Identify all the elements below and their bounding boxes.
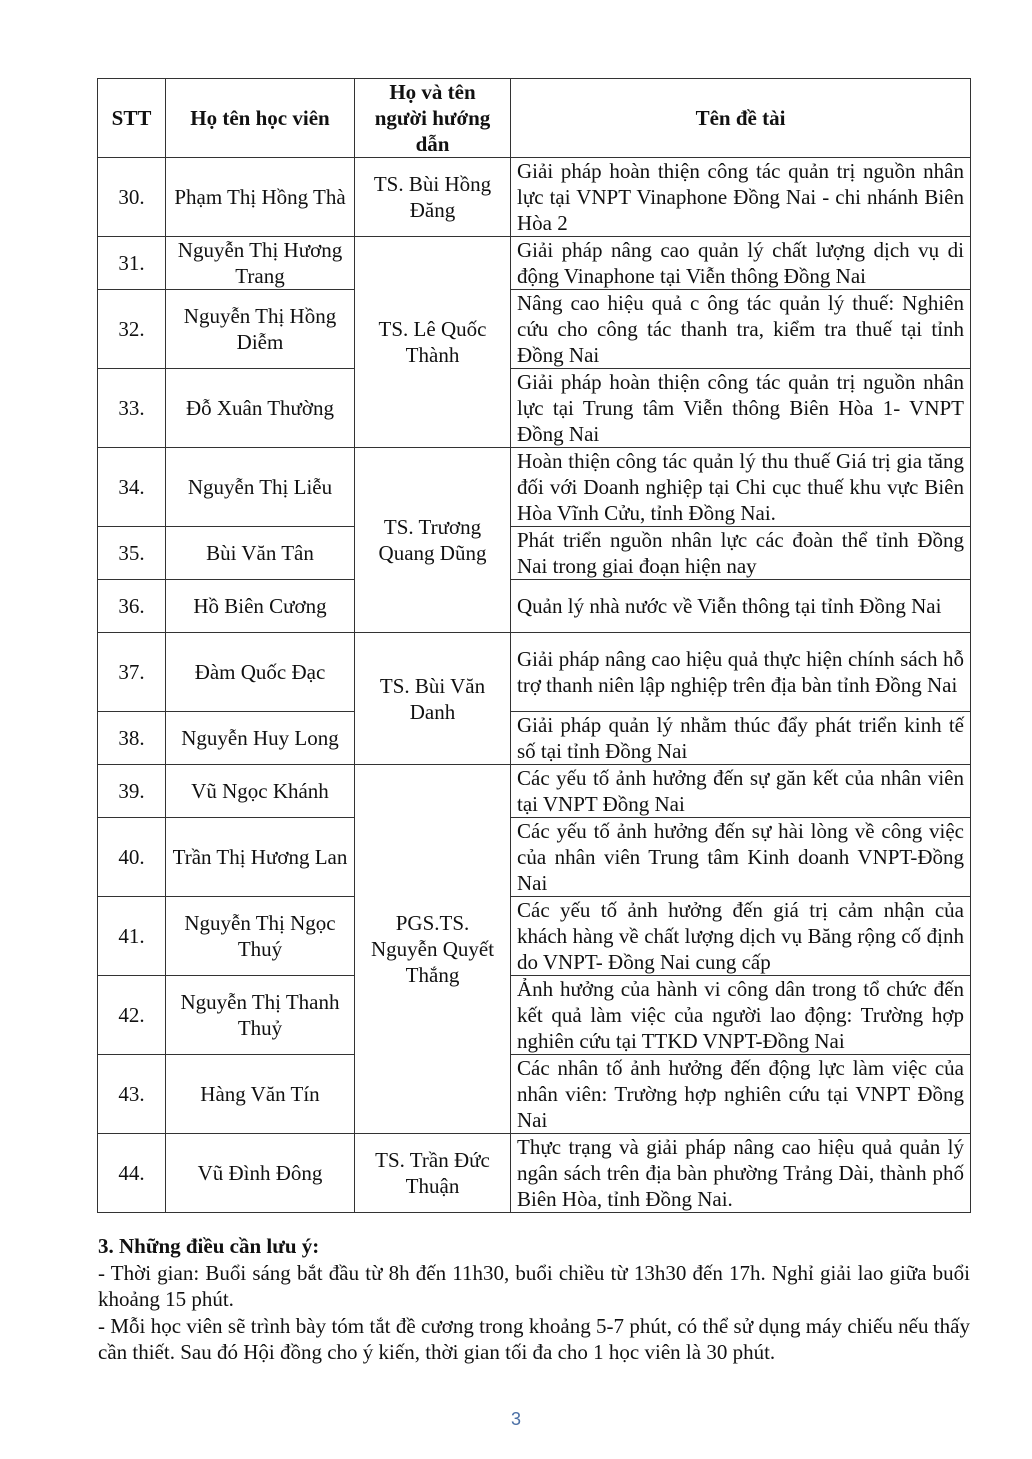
table-row: [98, 1055, 971, 1134]
row-stt: 37.: [98, 633, 166, 712]
row-topic: Thực trạng và giải pháp nâng cao hiệu quả quản lý ngân sách trên địa bàn phường Trảng Dài, thành phố Biên Hòa, tỉnh Đồng Nai.: [511, 1134, 971, 1213]
row-advisor: PGS.TS. Nguyễn Quyết Thắng: [355, 765, 511, 1134]
row-stt: 39.: [98, 765, 166, 818]
row-student: Nguyễn Thị Hồng Diễm: [166, 290, 355, 369]
row-topic: Các yếu tố ảnh hưởng đến sự hài lòng về công việc của nhân viên Trung tâm Kinh doanh VNPT-Đồng Nai: [511, 818, 971, 897]
table-row: [98, 818, 971, 897]
row-topic: Nâng cao hiệu quả c ông tác quản lý thuế: Nghiên cứu cho công tác thanh tra, kiểm tra thuế tại tỉnh Đồng Nai: [511, 290, 971, 369]
table-row: [98, 527, 971, 580]
row-topic: Các yếu tố ảnh hưởng đến sự găn kết của nhân viên tại VNPT Đồng Nai: [511, 765, 971, 818]
row-student: Bùi Văn Tân: [166, 527, 355, 580]
header-student: Họ tên học viên: [166, 79, 355, 158]
row-stt: 36.: [98, 580, 166, 633]
row-stt: 44.: [98, 1134, 166, 1213]
row-stt: 34.: [98, 448, 166, 527]
row-advisor: TS. Trần Đức Thuận: [355, 1134, 511, 1213]
row-topic: Phát triển nguồn nhân lực các đoàn thể tỉnh Đồng Nai trong giai đoạn hiện nay: [511, 527, 971, 580]
row-topic: Ảnh hưởng của hành vi công dân trong tổ chức đến kết quả làm việc của người lao động: Trường hợp nghiên cứu tại TTKD VNPT-Đồng Nai: [511, 976, 971, 1055]
row-student: Nguyễn Thị Liễu: [166, 448, 355, 527]
row-student: Nguyễn Thị Thanh Thuỷ: [166, 976, 355, 1055]
row-stt: 38.: [98, 712, 166, 765]
row-topic: Giải pháp nâng cao hiệu quả thực hiện chính sách hỗ trợ thanh niên lập nghiệp trên địa bàn tỉnh Đồng Nai: [511, 633, 971, 712]
notes-section: [98, 1233, 970, 1366]
header-stt: STT: [98, 79, 166, 158]
page-number: 3: [510, 1409, 521, 1429]
row-student: Nguyễn Huy Long: [166, 712, 355, 765]
row-stt: 33.: [98, 369, 166, 448]
row-advisor: TS. Trương Quang Dũng: [355, 448, 511, 633]
row-topic: Giải pháp hoàn thiện công tác quản trị nguồn nhân lực tại VNPT Vinaphone Đồng Nai - chi nhánh Biên Hòa 2: [511, 158, 971, 237]
row-advisor: TS. Lê Quốc Thành: [355, 237, 511, 448]
header-advisor: Họ và tên người hướng dẫn: [355, 79, 511, 158]
row-student: Đỗ Xuân Thường: [166, 369, 355, 448]
table-row: [98, 580, 971, 633]
row-topic: Giải pháp quản lý nhằm thúc đẩy phát triển kinh tế số tại tỉnh Đồng Nai: [511, 712, 971, 765]
note-item: - Thời gian: Buổi sáng bắt đầu từ 8h đến 11h30, buổi chiều từ 13h30 đến 17h. Nghỉ giải lao giữa buổi khoảng 15 phút.: [98, 1260, 970, 1311]
thesis-table: [97, 78, 971, 1213]
row-student: Nguyễn Thị Ngọc Thuý: [166, 897, 355, 976]
table-row: [98, 290, 971, 369]
row-topic: Hoàn thiện công tác quản lý thu thuế Giá trị gia tăng đối với Doanh nghiệp tại Chi cục thuế khu vực Biên Hòa Vĩnh Cửu, tỉnh Đồng Nai.: [511, 448, 971, 527]
row-student: Vũ Đình Đông: [166, 1134, 355, 1213]
table-header-row: [98, 79, 971, 158]
table-row: [98, 1134, 971, 1213]
header-topic: Tên đề tài: [511, 79, 971, 158]
row-student: Vũ Ngọc Khánh: [166, 765, 355, 818]
row-student: Phạm Thị Hồng Thà: [166, 158, 355, 237]
row-student: Trần Thị Hương Lan: [166, 818, 355, 897]
row-stt: 41.: [98, 897, 166, 976]
table-row: [98, 158, 971, 237]
row-advisor: TS. Bùi Văn Danh: [355, 633, 511, 765]
table-row: [98, 897, 971, 976]
row-topic: Các yếu tố ảnh hưởng đến giá trị cảm nhận của khách hàng về chất lượng dịch vụ Băng rộng cố định do VNPT- Đồng Nai cung cấp: [511, 897, 971, 976]
note-item: - Mỗi học viên sẽ trình bày tóm tắt đề cương trong khoảng 5-7 phút, có thể sử dụng máy chiếu nếu thấy cần thiết. Sau đó Hội đồng cho ý kiến, thời gian tối đa cho 1 học viên là 30 phút.: [98, 1313, 970, 1364]
table-row: [98, 976, 971, 1055]
table-row: [98, 633, 971, 712]
row-student: Đàm Quốc Đạc: [166, 633, 355, 712]
table-row: [98, 448, 971, 527]
row-topic: Giải pháp nâng cao quản lý chất lượng dịch vụ di động Vinaphone tại Viễn thông Đồng Nai: [511, 237, 971, 290]
row-student: Hàng Văn Tín: [166, 1055, 355, 1134]
row-advisor: TS. Bùi Hồng Đăng: [355, 158, 511, 237]
table-row: [98, 369, 971, 448]
row-topic: Các nhân tố ảnh hưởng đến động lực làm việc của nhân viên: Trường hợp nghiên cứu tại VNPT Đồng Nai: [511, 1055, 971, 1134]
row-stt: 35.: [98, 527, 166, 580]
row-topic: Giải pháp hoàn thiện công tác quản trị nguồn nhân lực tại Trung tâm Viễn thông Biên Hòa 1- VNPT Đồng Nai: [511, 369, 971, 448]
table-row: [98, 765, 971, 818]
row-stt: 42.: [98, 976, 166, 1055]
table-row: [98, 237, 971, 290]
row-stt: 32.: [98, 290, 166, 369]
row-student: Nguyễn Thị Hương Trang: [166, 237, 355, 290]
row-stt: 40.: [98, 818, 166, 897]
table-row: [98, 712, 971, 765]
row-student: Hồ Biên Cương: [166, 580, 355, 633]
row-stt: 30.: [98, 158, 166, 237]
notes-heading: 3. Những điều cần lưu ý:: [98, 1234, 320, 1258]
row-stt: 31.: [98, 237, 166, 290]
row-stt: 43.: [98, 1055, 166, 1134]
row-topic: Quản lý nhà nước về Viễn thông tại tỉnh Đồng Nai: [511, 580, 971, 633]
